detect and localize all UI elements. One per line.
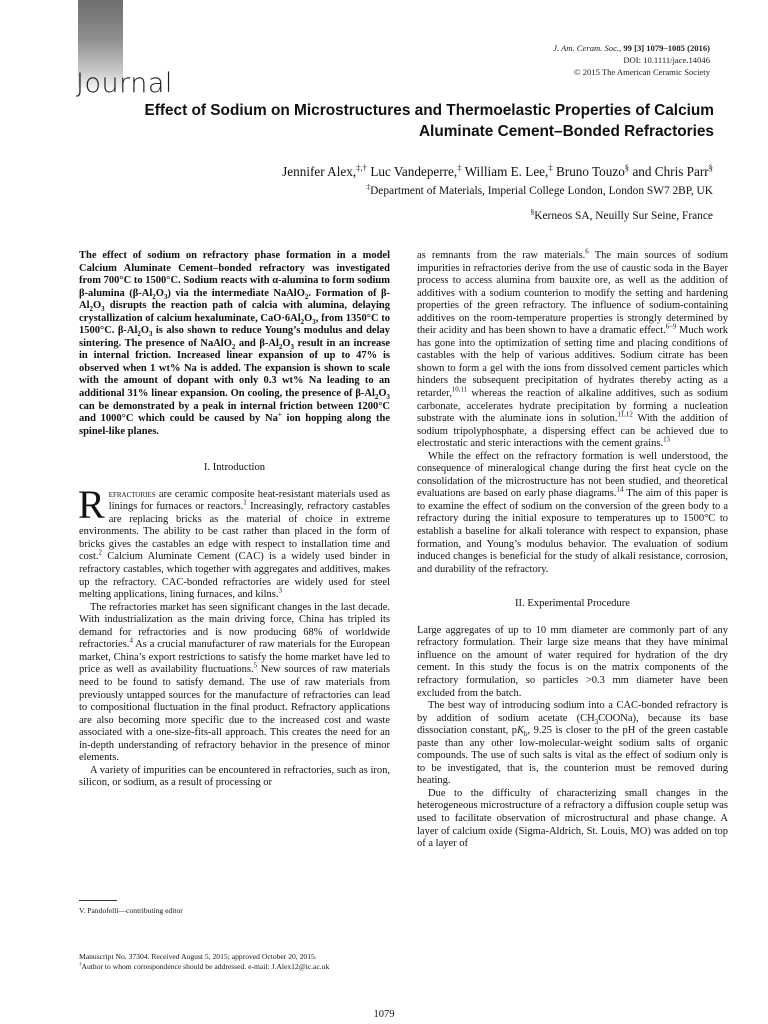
footnote-mark: † [79,962,82,968]
section-heading-experimental: II. Experimental Procedure [514,598,630,610]
affiliation-2 [73,209,713,223]
page-number: 1079 [373,1009,395,1020]
body-paragraph: as remnants from the raw materials.$^6$ The main sources of sodium impurities in refractories derive from the use of caustic soda in the Bayer process to access alumina from bauxite ore, as well as the addition of additives with a sodium counterion to modify the setting and hardening properties of the green refractory. The influence of sodium-containing additives on the room-temperature properties is strongly determined by their acidity and has been shown to have a dramatic effect.$^{6-9}$ Much work has gone into the optimization of setting time and placing conditions of castables with the help of various additives. Sodium citrate has been shown to form a gel with the ions from dissolved cement particles which hinders the subsequent precipitation of hydrates thereby acting as a retarder,$^{10,11}$ whereas the reaction of alkaline additives, such as sodium carbonate, accelerates hydrate precipitation by forming a nucleation substrate with the aluminate ions in solution.$^{11,12}$ With the addition of sodium tripolyphosphate, a dispersing effect can be achieved due to electrostatic and steric interactions with the cement grains.$^{13}$ [417,248,729,450]
section-heading-introduction: I. Introduction [203,462,266,474]
right-column [417,250,728,851]
body-paragraph: While the effect on the refractory formation is well understood, the consequence of mineralogical change during the first heat cycle on the consolidation of the microstructure has not been studied, and theoretical evaluations are based on early phase diagrams.$^{14}$ The aim of this paper is to examine the effect of sodium on the conversion of the green body to a refractory during the initial exposure to temperatures up to 1500°C to establish a baseline for alkali tolerance with respect to expansion, phase formation, and Young’s modulus behavior. The evaluation of sodium induced changes is beneficial for the study of alkali resistance, corrosion, and durability of the refractory. [417,450,728,575]
author-name: Bruno Touzo [556,164,625,179]
footnote-rule [79,900,117,901]
body-paragraph: The refractories market has seen significant changes in the last decade. With industrialization as the main driving force, China has tripled its demand for refractories and is now producing 68% of worldwide refractories.$^4$ As a crucial manufacturer of raw materials for the European market, China’s export restrictions to satisfy the home market have led to price as well as availability fluctuations.$^5$ New sources of raw materials need to be found to satisfy demand. The use of raw materials from previously untapped sources for the manufacture of refractories can lead to compositional fluctuation in the final product. Refractory applications are also becoming more specific due to the increased cost and waste associated with a one-size-fits-all approach. This creates the need for an in-depth understanding of refractory behavior in the presence of minor elements. [79,601,390,764]
author-mark: ‡ [457,162,462,173]
footnote-manuscript: Manuscript No. 37304. Received August 5, 2015; approved October 20, 2015. [79,952,317,961]
body-paragraph: A variety of impurities can be encountered in refractories, such as iron, silicon, or sodium, as a result of processing or [79,764,390,789]
author-name: Jennifer Alex, [282,164,357,179]
author-mark: ‡ [548,162,553,173]
journal-doi[interactable]: DOI: 10.1111/jace.14046 [623,55,710,66]
body-paragraph: The best way of introducing sodium into a CAC-bonded refractory is by addition of sodium acetate $(CH_3COONa)$, because its base dissociation constant, $pK_b$, 9.25 is closer to the pH of the green castable paste than any other low-molecular-weight sodium salts of organic compounds. The use of such salts is vital as the effect of sodium only is to be investigated, that is, the counterion must be removed during heating. [417,700,729,787]
affiliation-text: Department of Materials, Imperial College London, London SW7 2BP, UK [370,185,713,197]
author-list [73,163,713,181]
author-mark: § [624,162,630,173]
left-column [79,250,390,790]
affiliation-1 [73,184,713,198]
journal-name: J. Am. Ceram. Soc., [553,43,622,53]
abstract: The effect of sodium on refractory phase formation in a model Calcium Aluminate Cement–bonded refractory was investigated from 700°C to 1500°C. Sodium reacts with α-alumina to form sodium β-alumina $(\beta-Al_2O_3)$ via the intermediate NaAlO$_2$. Formation of $\beta-Al_2O_3$ disrupts the reaction path of calcia with alumina, delaying crystallization of calcium hexaluminate, $CaO\cdot 6Al_2O_3$, from 1350°C to 1500°C. $\beta-Al_2O_3$ is also shown to reduce Young’s modulus and delay sintering. The presence of NaAlO$_2$ and $\beta-Al_2O_3$ result in an increase in internal friction. Increased linear expansion of up to 47% is observed when 1 wt% Na is added. The expansion is shown to scale with the amount of dopant with only 0.3 wt% Na leading to an additional 31% linear expansion. On cooling, the presence of $\beta-Al_2O_3$ can be demonstrated by a peak in internal friction between 1200°C and 1000°C which could be caused by Na+ ion hopping along the spinel-like planes. [79,250,391,437]
drop-cap: R [78,481,105,527]
footnote-author [79,962,399,972]
author-name: William E. Lee, [464,164,549,179]
author-name: Luc Vandeperre, [370,164,458,179]
author-name: and Chris Parr [632,164,709,179]
footnote-editor: V. Pandofelli—contributing editor [79,906,183,915]
body-paragraph: Due to the difficulty of characterizing small changes in the heterogeneous microstructure of a refractory a diffusion couple setup was used to facilitate observation of microstructural and phase change. A layer of calcium oxide (Sigma-Aldrich, St. Louis, MO) was added on top of a layer of [417,787,728,850]
journal-volume: 99 [3] 1079–1085 (2016) [621,43,710,53]
journal-copyright: © 2015 The American Ceramic Society [574,67,710,78]
journal-logo-word: Journal [76,68,173,99]
body-paragraph: Refractories are ceramic composite heat-resistant materials used as linings for furnaces or reactors.$^1$ Increasingly, refractory castables are replacing bricks as the material of choice in extreme environments. The ability to be cast rather than placed in the form of bricks gives the castables an edge with respect to installation time and cost.$^2$ Calcium Aluminate Cement (CAC) is a widely used binder in refractory castables, which together with aggregates and additives, makes up the refractory. CAC-bonded refractories are widely used for steel melting applications, lining furnaces, and kilns.$^3$ [78,481,390,601]
journal-citation [410,42,710,79]
affiliation-mark: § [530,207,535,217]
article-title: Effect of Sodium on Microstructures and Thermoelastic Properties of Calcium Aluminate Cement–Bonded Refractories [144,102,714,140]
author-mark: § [708,162,713,173]
affiliation-text: Kerneos SA, Neuilly Sur Seine, France [534,210,713,222]
affiliation-mark: ‡ [366,182,371,192]
author-mark: ‡,† [356,162,368,173]
body-paragraph: Large aggregates of up to 10 mm diameter are commonly part of any refractory formulation. Their large size means that they have minimal influence on the amount of water required for hydration of the dry cement. In this study the focus is on the matrix components of the refractory formulation, so particles >0.3 mm diameter have been excluded from the batch. [417,624,728,699]
drop-cap-rest: efractories [108,488,156,500]
footnote-author-text: Author to whom correspondence should be addressed. e-mail: J.Alex12@ic.ac.uk [81,962,330,971]
